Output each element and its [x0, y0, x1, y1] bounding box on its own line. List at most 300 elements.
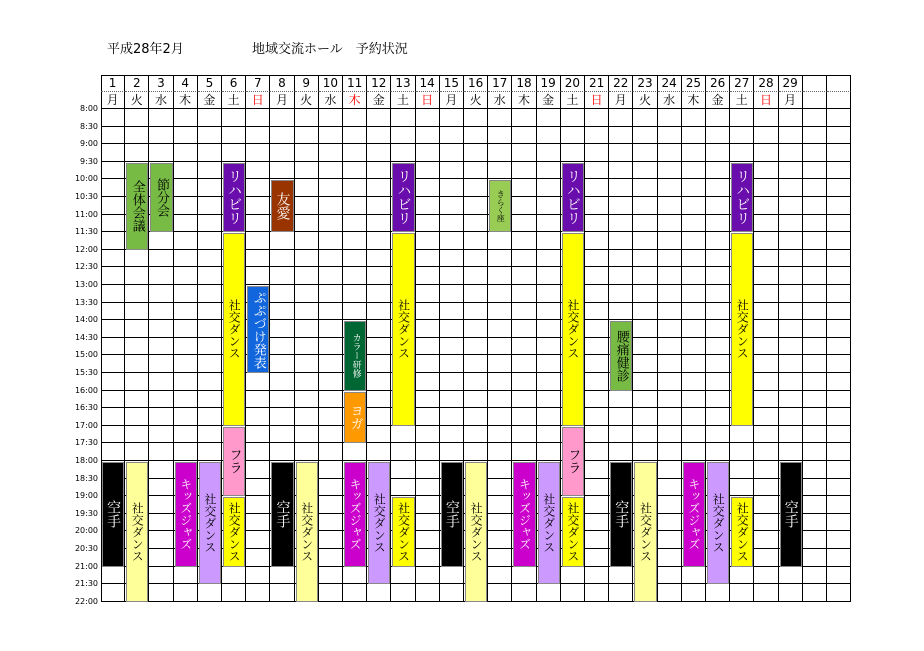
time-slot-cell [827, 373, 851, 391]
event-block[interactable] [223, 163, 245, 232]
time-slot-cell [609, 127, 633, 145]
time-slot-cell [803, 479, 827, 497]
time-slot-cell [174, 584, 198, 602]
time-slot-cell [319, 215, 343, 233]
time-slot-cell [270, 320, 294, 338]
time-slot-cell [633, 144, 657, 162]
event-block[interactable] [199, 462, 221, 584]
time-slot-cell [270, 584, 294, 602]
time-slot-cell [101, 215, 125, 233]
time-slot-cell [537, 408, 561, 426]
time-slot-cell [488, 479, 512, 497]
time-slot-cell [537, 179, 561, 197]
event-block[interactable] [392, 163, 414, 232]
time-slot-cell [633, 250, 657, 268]
time-slot-cell [585, 496, 609, 514]
time-slot-cell [682, 303, 706, 321]
time-slot-cell [488, 250, 512, 268]
event-block[interactable] [392, 233, 414, 426]
time-slot-cell [488, 514, 512, 532]
event-block[interactable] [780, 462, 802, 567]
event-block[interactable] [441, 462, 463, 567]
time-slot-cell [440, 144, 464, 162]
time-slot-cell [512, 426, 536, 444]
event-block[interactable] [126, 163, 148, 250]
event-label: リハビリ [395, 169, 412, 226]
event-block[interactable] [223, 427, 245, 496]
event-block[interactable] [610, 321, 632, 390]
day-number-cell [803, 75, 827, 92]
time-slot-cell [537, 127, 561, 145]
event-block[interactable] [175, 462, 197, 567]
time-slot-cell [319, 567, 343, 585]
time-slot-cell [754, 426, 778, 444]
day-number-cell: 2 [125, 75, 149, 92]
time-slot-cell [537, 391, 561, 409]
time-slot-cell [754, 355, 778, 373]
time-slot-cell [246, 127, 270, 145]
event-block[interactable] [562, 163, 584, 232]
time-slot-cell [561, 567, 585, 585]
event-block[interactable] [731, 233, 753, 426]
time-slot-cell [754, 303, 778, 321]
time-slot-cell [827, 179, 851, 197]
time-slot-cell [416, 567, 440, 585]
time-slot-cell [198, 443, 222, 461]
time-slot-cell [512, 408, 536, 426]
time-slot-cell [658, 127, 682, 145]
time-slot-cell [609, 426, 633, 444]
time-label: 13:30 [74, 297, 98, 307]
time-slot-cell [585, 426, 609, 444]
time-slot-cell [682, 215, 706, 233]
day-number-cell: 26 [706, 75, 730, 92]
event-label: 友愛 [274, 192, 291, 221]
time-slot-cell [803, 109, 827, 127]
time-slot-cell [391, 426, 415, 444]
time-slot-cell [706, 355, 730, 373]
event-label: 社交ダンス [565, 501, 580, 562]
time-slot-cell [682, 338, 706, 356]
time-slot-cell [198, 338, 222, 356]
time-slot-cell [488, 232, 512, 250]
time-slot-cell [658, 267, 682, 285]
weekday-cell: 日 [416, 92, 440, 109]
time-slot-cell [198, 215, 222, 233]
time-slot-cell [706, 197, 730, 215]
time-slot-cell [343, 109, 367, 127]
time-slot-cell [295, 285, 319, 303]
time-label: 21:00 [74, 561, 98, 571]
time-slot-cell [101, 109, 125, 127]
time-slot-cell [319, 250, 343, 268]
time-slot-cell [319, 179, 343, 197]
time-slot-cell [827, 285, 851, 303]
time-slot-cell [198, 250, 222, 268]
time-slot-cell [754, 179, 778, 197]
time-slot-cell [440, 232, 464, 250]
event-block[interactable] [731, 163, 753, 232]
weekday-cell: 火 [295, 92, 319, 109]
time-slot-cell [633, 303, 657, 321]
time-slot-cell [149, 127, 173, 145]
time-slot-cell [343, 215, 367, 233]
time-slot-cell [779, 443, 803, 461]
day-number-cell: 23 [633, 75, 657, 92]
time-slot-cell [367, 179, 391, 197]
weekday-cell: 木 [682, 92, 706, 109]
time-slot-cell [416, 197, 440, 215]
time-slot-cell [827, 109, 851, 127]
day-number-cell: 8 [270, 75, 294, 92]
weekday-cell: 日 [246, 92, 270, 109]
time-slot-cell [440, 408, 464, 426]
time-slot-cell [803, 197, 827, 215]
time-label: 14:30 [74, 332, 98, 342]
weekday-cell: 金 [706, 92, 730, 109]
time-slot-cell [803, 426, 827, 444]
time-slot-cell [391, 127, 415, 145]
time-slot-cell [512, 443, 536, 461]
time-slot-cell [149, 250, 173, 268]
event-block[interactable] [296, 462, 318, 602]
time-slot-cell [754, 162, 778, 180]
time-slot-cell [682, 162, 706, 180]
time-slot-cell [319, 408, 343, 426]
time-slot-cell [391, 144, 415, 162]
time-slot-cell [174, 285, 198, 303]
time-slot-cell [319, 531, 343, 549]
time-slot-cell [585, 355, 609, 373]
time-slot-cell [149, 514, 173, 532]
time-slot-cell [706, 443, 730, 461]
time-slot-cell [827, 162, 851, 180]
time-slot-cell [440, 197, 464, 215]
time-slot-cell [416, 303, 440, 321]
event-block[interactable] [562, 497, 584, 566]
time-slot-cell [246, 479, 270, 497]
event-label: キッズジャズ [348, 478, 363, 551]
time-slot-cell [682, 250, 706, 268]
event-block[interactable] [731, 497, 753, 566]
time-slot-cell [101, 162, 125, 180]
time-slot-cell [416, 320, 440, 338]
time-slot-cell [537, 109, 561, 127]
time-slot-cell [803, 250, 827, 268]
event-label: ヨガ [347, 404, 363, 431]
day-number-cell: 29 [779, 75, 803, 92]
time-slot-cell [512, 109, 536, 127]
time-slot-cell [343, 162, 367, 180]
event-block[interactable] [150, 163, 172, 232]
time-slot-cell [440, 162, 464, 180]
time-slot-cell [488, 461, 512, 479]
time-slot-cell [658, 391, 682, 409]
time-slot-cell [270, 303, 294, 321]
time-slot-cell [706, 426, 730, 444]
time-slot-cell [198, 320, 222, 338]
time-label: 10:00 [74, 174, 98, 184]
time-slot-cell [537, 197, 561, 215]
time-slot-cell [633, 285, 657, 303]
time-slot-cell [149, 549, 173, 567]
time-slot-cell [779, 179, 803, 197]
event-label: 社交ダンス [227, 501, 242, 562]
time-slot-cell [754, 232, 778, 250]
time-slot-cell [246, 179, 270, 197]
time-slot-cell [488, 373, 512, 391]
time-slot-cell [827, 215, 851, 233]
time-slot-cell [488, 285, 512, 303]
event-block[interactable] [271, 180, 293, 232]
time-slot-cell [464, 426, 488, 444]
event-block[interactable] [562, 427, 584, 496]
time-slot-cell [827, 232, 851, 250]
time-slot-cell [174, 127, 198, 145]
time-slot-cell [658, 109, 682, 127]
weekday-cell [827, 92, 851, 109]
time-slot-cell [125, 443, 149, 461]
time-slot-cell [416, 461, 440, 479]
event-label: 空手 [105, 500, 122, 529]
time-slot-cell [658, 443, 682, 461]
time-slot-cell [803, 584, 827, 602]
time-slot-cell [779, 267, 803, 285]
time-slot-cell [174, 162, 198, 180]
time-slot-cell [367, 109, 391, 127]
day-number-cell: 6 [222, 75, 246, 92]
time-slot-cell [367, 232, 391, 250]
time-slot-cell [706, 232, 730, 250]
time-slot-cell [803, 303, 827, 321]
time-slot-cell [658, 197, 682, 215]
time-slot-cell [512, 391, 536, 409]
time-slot-cell [512, 285, 536, 303]
time-slot-cell [416, 443, 440, 461]
time-slot-cell [512, 127, 536, 145]
time-slot-cell [633, 426, 657, 444]
time-slot-cell [512, 144, 536, 162]
time-slot-cell [827, 303, 851, 321]
time-slot-cell [585, 338, 609, 356]
time-slot-cell [706, 338, 730, 356]
time-slot-cell [512, 355, 536, 373]
time-slot-cell [633, 373, 657, 391]
time-slot-cell [754, 408, 778, 426]
time-slot-cell [658, 461, 682, 479]
time-slot-cell [730, 127, 754, 145]
time-slot-cell [633, 232, 657, 250]
time-label: 8:30 [80, 121, 98, 131]
time-slot-cell [754, 479, 778, 497]
time-slot-cell [682, 197, 706, 215]
time-slot-cell [198, 303, 222, 321]
time-slot-cell [537, 232, 561, 250]
time-slot-cell [295, 303, 319, 321]
time-slot-cell [827, 567, 851, 585]
event-block[interactable] [102, 462, 124, 567]
time-slot-cell [609, 232, 633, 250]
time-slot-cell [803, 461, 827, 479]
event-label: 社交ダンス [711, 493, 726, 554]
time-slot-cell [174, 443, 198, 461]
time-slot-cell [827, 197, 851, 215]
weekday-cell: 金 [367, 92, 391, 109]
time-slot-cell [706, 391, 730, 409]
time-slot-cell [198, 197, 222, 215]
time-slot-cell [174, 355, 198, 373]
event-label: カラー研修 [350, 333, 361, 379]
event-block[interactable] [610, 462, 632, 567]
event-block[interactable] [223, 497, 245, 566]
event-block[interactable] [344, 462, 366, 567]
time-slot-cell [803, 514, 827, 532]
event-block[interactable] [344, 321, 366, 390]
event-block[interactable] [634, 462, 656, 602]
time-slot-cell [367, 338, 391, 356]
time-slot-cell [730, 426, 754, 444]
event-block[interactable] [707, 462, 729, 584]
time-slot-cell [754, 373, 778, 391]
time-slot-cell [319, 144, 343, 162]
time-slot-cell [270, 285, 294, 303]
time-slot-cell [585, 391, 609, 409]
time-slot-cell [319, 320, 343, 338]
event-block[interactable] [223, 233, 245, 426]
event-block[interactable] [683, 462, 705, 567]
time-slot-cell [706, 285, 730, 303]
time-slot-cell [101, 250, 125, 268]
time-slot-cell [246, 215, 270, 233]
time-slot-cell [827, 355, 851, 373]
weekday-cell: 土 [730, 92, 754, 109]
time-slot-cell [779, 162, 803, 180]
time-slot-cell [827, 496, 851, 514]
time-slot-cell [779, 285, 803, 303]
time-slot-cell [416, 408, 440, 426]
time-slot-cell [609, 215, 633, 233]
time-slot-cell [440, 109, 464, 127]
time-slot-cell [585, 373, 609, 391]
time-slot-cell [319, 479, 343, 497]
time-slot-cell [149, 567, 173, 585]
time-slot-cell [682, 391, 706, 409]
time-slot-cell [101, 197, 125, 215]
time-slot-cell [658, 303, 682, 321]
time-slot-cell [464, 408, 488, 426]
event-block[interactable] [562, 233, 584, 426]
time-slot-cell [633, 215, 657, 233]
time-slot-cell [706, 215, 730, 233]
time-slot-cell [537, 355, 561, 373]
time-slot-cell [658, 426, 682, 444]
event-block[interactable] [271, 462, 293, 567]
weekday-cell: 土 [391, 92, 415, 109]
time-slot-cell [682, 179, 706, 197]
event-block[interactable] [344, 392, 366, 444]
time-slot-cell [125, 320, 149, 338]
event-label: 社交ダンス [565, 299, 580, 360]
weekday-cell: 木 [512, 92, 536, 109]
time-slot-cell [246, 109, 270, 127]
time-slot-cell [198, 267, 222, 285]
time-slot-cell [827, 443, 851, 461]
time-slot-cell [440, 303, 464, 321]
time-slot-cell [537, 215, 561, 233]
weekday-cell: 木 [174, 92, 198, 109]
time-slot-cell [367, 303, 391, 321]
time-slot-cell [367, 391, 391, 409]
event-label: 社交ダンス [735, 299, 750, 360]
time-slot-cell [537, 162, 561, 180]
time-slot-cell [295, 338, 319, 356]
time-slot-cell [658, 338, 682, 356]
event-block[interactable] [392, 497, 414, 566]
time-slot-cell [367, 408, 391, 426]
time-label: 16:00 [74, 385, 98, 395]
weekday-cell: 火 [633, 92, 657, 109]
event-label: キッズジャズ [686, 478, 701, 551]
event-label: 社交ダンス [396, 501, 411, 562]
weekday-cell: 日 [585, 92, 609, 109]
time-slot-cell [270, 408, 294, 426]
event-block[interactable] [538, 462, 560, 584]
time-slot-cell [585, 531, 609, 549]
time-slot-cell [682, 232, 706, 250]
time-label: 9:30 [80, 156, 98, 166]
time-slot-cell [198, 109, 222, 127]
time-slot-cell [198, 179, 222, 197]
event-block[interactable] [368, 462, 390, 584]
time-slot-cell [512, 215, 536, 233]
time-slot-cell [585, 250, 609, 268]
time-slot-cell [101, 567, 125, 585]
event-label: 社交ダンス [372, 493, 387, 554]
day-number-cell: 7 [246, 75, 270, 92]
time-slot-cell [706, 127, 730, 145]
time-slot-cell [779, 197, 803, 215]
event-block[interactable] [247, 286, 269, 373]
time-slot-cell [779, 250, 803, 268]
time-slot-cell [585, 109, 609, 127]
time-slot-cell [246, 567, 270, 585]
time-slot-cell [512, 179, 536, 197]
time-slot-cell [464, 215, 488, 233]
time-slot-cell [198, 127, 222, 145]
time-slot-cell [585, 303, 609, 321]
time-slot-cell [754, 267, 778, 285]
event-block[interactable] [513, 462, 535, 567]
weekday-cell: 木 [343, 92, 367, 109]
event-block[interactable] [126, 462, 148, 602]
event-block[interactable] [489, 180, 511, 232]
time-slot-cell [609, 267, 633, 285]
time-slot-cell [343, 584, 367, 602]
time-slot-cell [585, 127, 609, 145]
time-slot-cell [609, 179, 633, 197]
time-slot-cell [416, 285, 440, 303]
time-slot-cell [295, 443, 319, 461]
event-block[interactable] [465, 462, 487, 602]
time-slot-cell [827, 144, 851, 162]
time-slot-cell [488, 162, 512, 180]
event-label: 社交ダンス [299, 501, 314, 562]
time-slot-cell [440, 584, 464, 602]
time-slot-cell [416, 355, 440, 373]
time-slot-cell [416, 514, 440, 532]
time-slot-cell [440, 179, 464, 197]
time-slot-cell [779, 408, 803, 426]
